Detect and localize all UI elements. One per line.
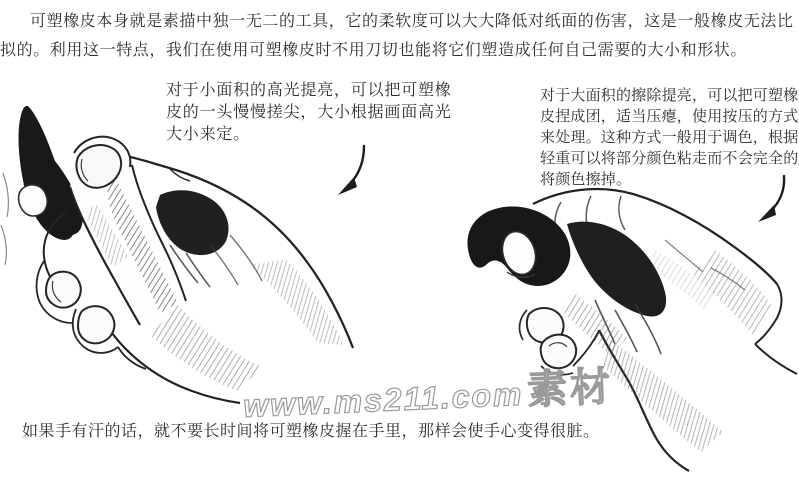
text-line: 皮的一头慢慢搓尖，大小根据画面高光 <box>166 104 452 121</box>
watermark-url: www.ms211.com <box>242 375 525 424</box>
fingernail <box>46 272 81 308</box>
text-line: 拟的。利用这一特点，我们在使用可塑橡皮时不用刀切也能将它们塑造成任何自己需要的大小和形状。 <box>0 42 748 59</box>
fingernail <box>78 306 114 343</box>
text-line: 来处理。这种方式一般用于调色，根据 <box>540 129 799 146</box>
text-line: 皮捏成团，适当压瘪，使用按压的方式 <box>540 108 799 125</box>
text-line: 对于大面积的擦除提亮，可以把可塑橡 <box>540 87 799 104</box>
text-line: 将颜色擦掉。 <box>540 171 632 188</box>
left-hand-illustration <box>0 95 370 410</box>
footer-note: 如果手有汗的话，就不要长时间将可塑橡皮握在手里，那样会使手心变得很脏。 <box>22 423 600 440</box>
text-line: 可塑橡皮本身就是素描中独一无二的工具，它的柔软度可以大大降低对纸面的伤害，这是一般橡皮无法比 <box>30 13 794 30</box>
fingertips-and-thumb <box>520 308 577 375</box>
watermark-cn: 素材 <box>526 364 615 413</box>
text-line: 对于小面积的高光提亮，可以把可塑橡 <box>166 82 452 99</box>
finger-shadow-shape <box>156 190 229 255</box>
thumb-tip <box>541 335 577 369</box>
text-line: 轻重可以将部分颜色粘走而不会完全的 <box>540 150 799 167</box>
text-line: 大小来定。 <box>166 126 251 143</box>
intro-paragraph <box>0 7 799 65</box>
